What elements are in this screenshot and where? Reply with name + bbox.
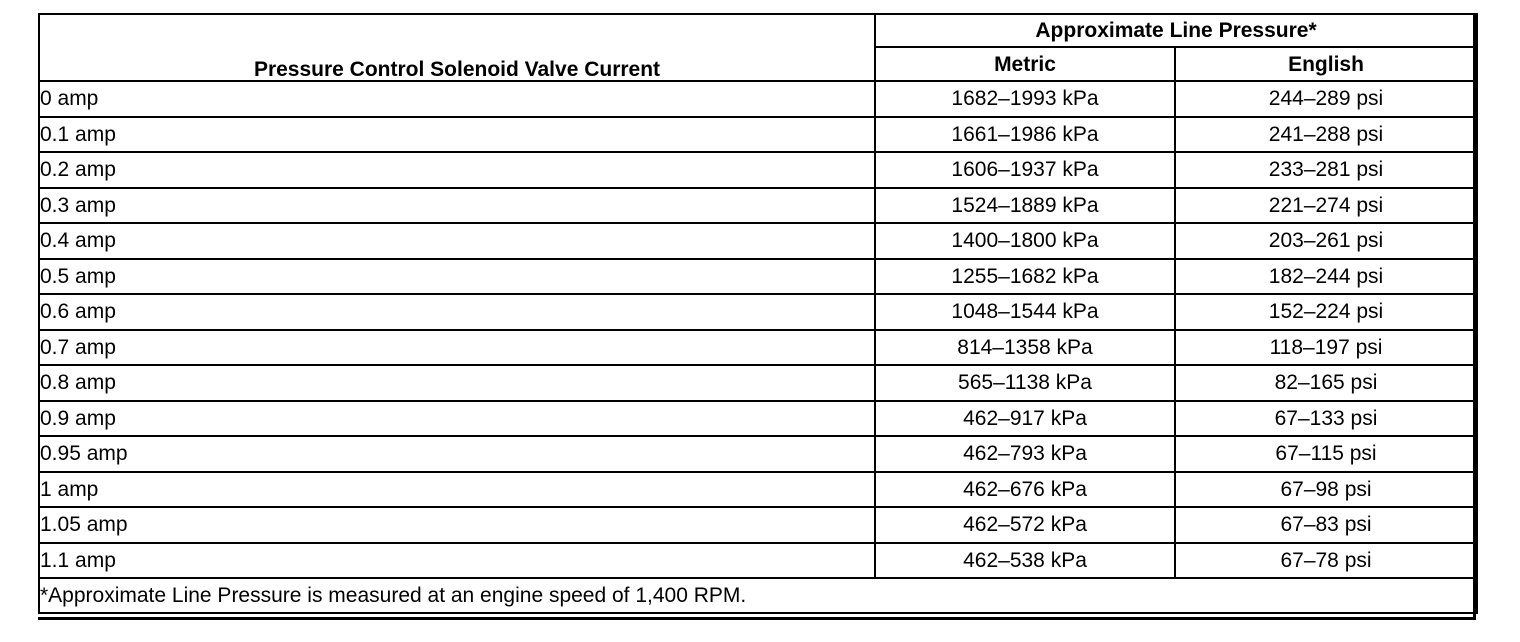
cell-english: 118–197 psi [1175, 330, 1477, 366]
cell-current: 0.3 amp [39, 188, 875, 224]
cell-english: 241–288 psi [1175, 117, 1477, 153]
cell-english: 203–261 psi [1175, 223, 1477, 259]
table-row [39, 81, 1477, 117]
cell-current: 0.95 amp [39, 436, 875, 472]
table-row [39, 436, 1477, 472]
header-current: Pressure Control Solenoid Valve Current [39, 14, 875, 81]
cell-english: 82–165 psi [1175, 365, 1477, 401]
cell-metric: 1682–1993 kPa [875, 81, 1175, 117]
cell-english: 67–98 psi [1175, 472, 1477, 508]
table-row [39, 543, 1477, 579]
cell-metric: 1524–1889 kPa [875, 188, 1175, 224]
table-row [39, 330, 1477, 366]
cell-current: 0.4 amp [39, 223, 875, 259]
cell-metric: 1048–1544 kPa [875, 294, 1175, 330]
table-row [39, 152, 1477, 188]
cell-current: 0.2 amp [39, 152, 875, 188]
header-metric: Metric [875, 47, 1175, 81]
cell-metric: 462–917 kPa [875, 401, 1175, 437]
table-row [39, 117, 1477, 153]
table-row [39, 223, 1477, 259]
cell-metric: 1255–1682 kPa [875, 259, 1175, 295]
cell-english: 152–224 psi [1175, 294, 1477, 330]
cell-metric: 462–572 kPa [875, 507, 1175, 543]
cell-metric: 1606–1937 kPa [875, 152, 1175, 188]
header-english: English [1175, 47, 1477, 81]
cell-metric: 1400–1800 kPa [875, 223, 1175, 259]
cell-metric: 462–538 kPa [875, 543, 1175, 579]
line-pressure-table [38, 13, 1478, 614]
cell-current: 1.1 amp [39, 543, 875, 579]
cell-english: 67–78 psi [1175, 543, 1477, 579]
cell-metric: 814–1358 kPa [875, 330, 1175, 366]
cell-current: 0.6 amp [39, 294, 875, 330]
cell-metric: 565–1138 kPa [875, 365, 1175, 401]
cell-current: 1 amp [39, 472, 875, 508]
table-row [39, 294, 1477, 330]
cell-current: 0.8 amp [39, 365, 875, 401]
cell-english: 221–274 psi [1175, 188, 1477, 224]
cell-current: 1.05 amp [39, 507, 875, 543]
cell-english: 67–83 psi [1175, 507, 1477, 543]
cell-current: 0 amp [39, 81, 875, 117]
table-row [39, 188, 1477, 224]
cell-current: 0.7 amp [39, 330, 875, 366]
header-approx-line-pressure: Approximate Line Pressure* [875, 14, 1477, 47]
table-row [39, 401, 1477, 437]
cell-current: 0.9 amp [39, 401, 875, 437]
cell-english: 67–115 psi [1175, 436, 1477, 472]
cell-metric: 462–793 kPa [875, 436, 1175, 472]
cell-metric: 1661–1986 kPa [875, 117, 1175, 153]
cell-english: 244–289 psi [1175, 81, 1477, 117]
table-footnote: *Approximate Line Pressure is measured at an engine speed of 1,400 RPM. [39, 578, 1477, 613]
table-row [39, 507, 1477, 543]
cell-english: 182–244 psi [1175, 259, 1477, 295]
table-row [39, 259, 1477, 295]
cell-metric: 462–676 kPa [875, 472, 1175, 508]
table-row [39, 365, 1477, 401]
table-row [39, 472, 1477, 508]
cell-current: 0.5 amp [39, 259, 875, 295]
cell-current: 0.1 amp [39, 117, 875, 153]
cell-english: 67–133 psi [1175, 401, 1477, 437]
table-body [39, 81, 1477, 578]
cell-english: 233–281 psi [1175, 152, 1477, 188]
